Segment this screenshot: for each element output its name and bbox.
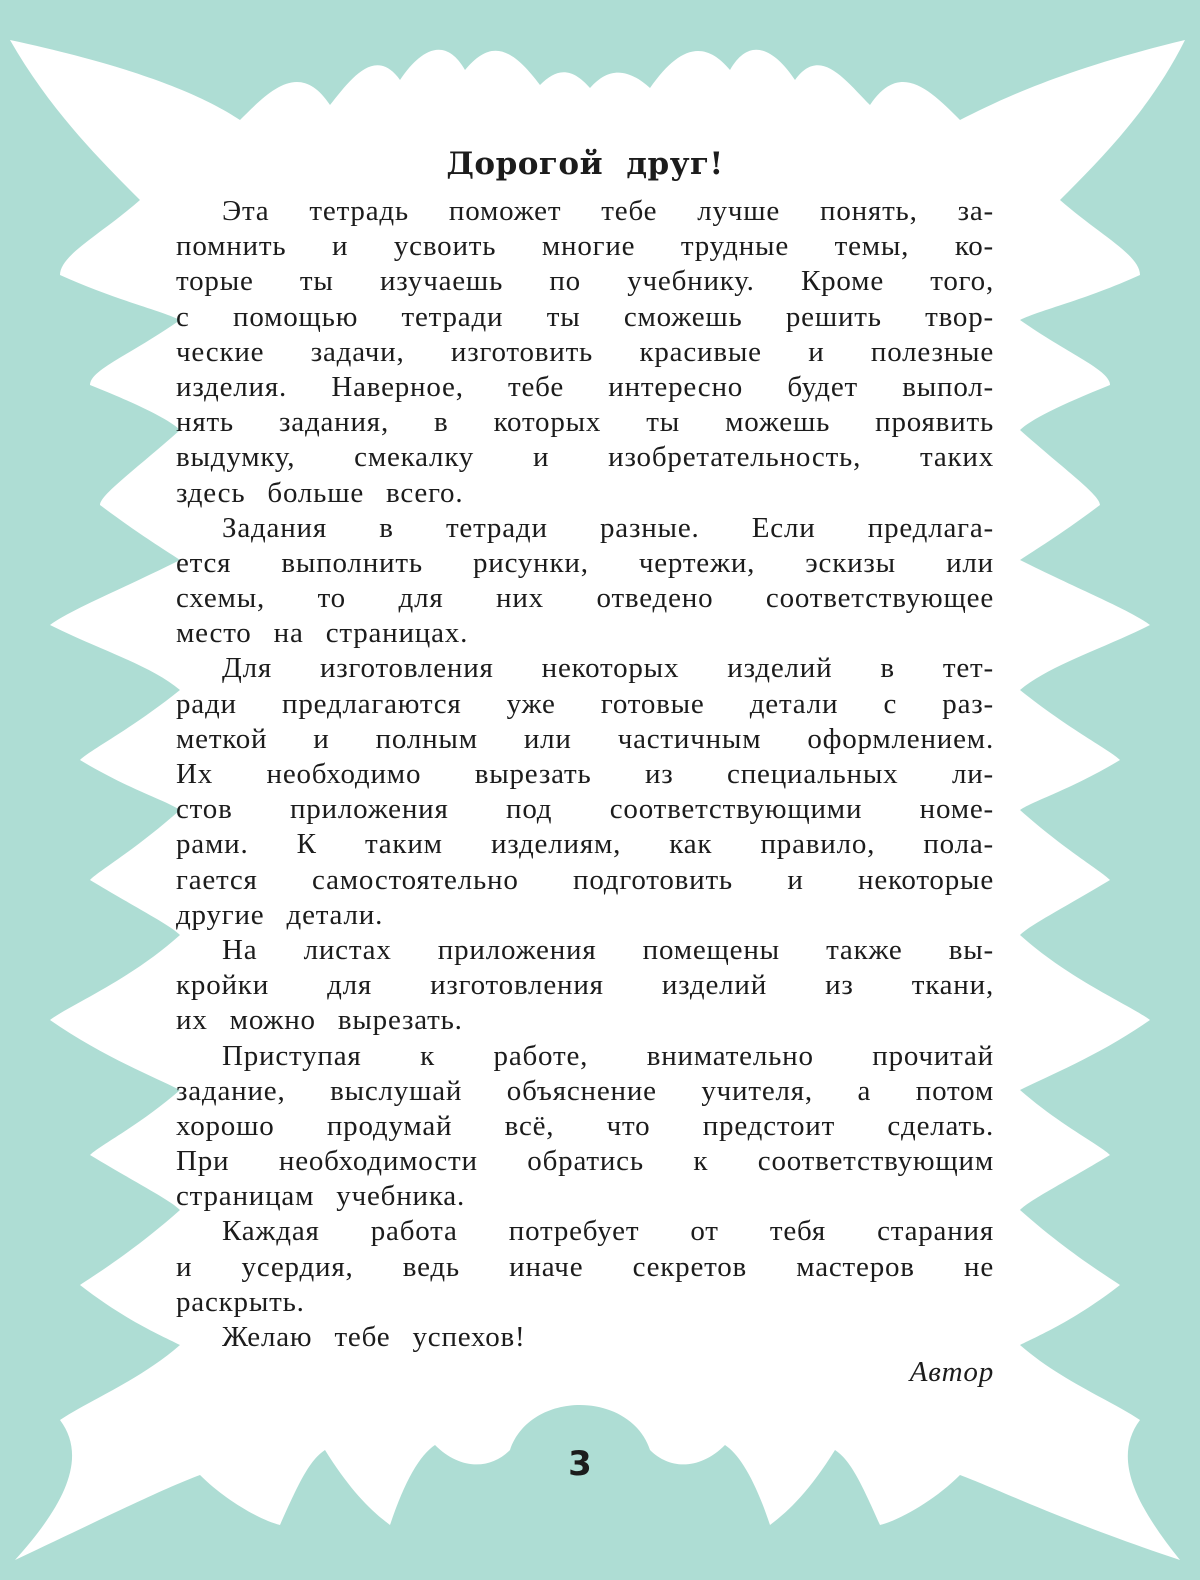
text-line: здесь больше всего. — [176, 476, 464, 509]
text-line: схемы, то для них отведено соответствующее — [176, 582, 994, 615]
text-line: Каждая работа потребует от тебя старания — [222, 1215, 994, 1248]
text-line: их можно вырезать. — [176, 1004, 463, 1037]
text-line: Для изготовления некоторых изделий в тет- — [222, 652, 994, 685]
text-line: стов приложения под соответствующими номе- — [176, 793, 994, 826]
text-line: хорошо продумай всё, что предстоит сделать. — [176, 1109, 994, 1142]
text-line: помнить и усвоить многие трудные темы, ко- — [176, 230, 994, 263]
text-line: изделия. Наверное, тебе интересно будет выпол- — [176, 370, 994, 403]
text-line: место на страницах. — [176, 617, 469, 650]
text-line: Желаю тебе успехов! — [222, 1321, 526, 1353]
text-line: раскрыть. — [176, 1285, 305, 1318]
text-line: ется выполнить рисунки, чертежи, эскизы или — [176, 546, 994, 579]
text-line: Эта тетрадь поможет тебе лучше понять, за- — [222, 195, 994, 227]
text-line: Их необходимо вырезать из специальных ли- — [176, 758, 994, 790]
text-line: другие детали. — [176, 898, 384, 931]
text-line: Приступая к работе, внимательно прочитай — [222, 1039, 994, 1072]
text-line: Задания в тетради разные. Если предлага- — [222, 511, 994, 544]
text-line: При необходимости обратись к соответствующим — [176, 1145, 994, 1178]
text-line: выдумку, смекалку и изобретательность, таких — [176, 441, 994, 474]
page-number: 3 — [568, 1444, 592, 1484]
author-signature: Автор — [909, 1356, 994, 1389]
text-line: ради предлагаются уже готовые детали с раз- — [176, 687, 994, 720]
text-line: нять задания, в которых ты можешь проявить — [176, 406, 994, 439]
text-line: кройки для изготовления изделий из ткани, — [176, 969, 994, 1002]
letter-text — [176, 194, 994, 1355]
letter-body — [176, 146, 994, 1390]
text-line: На листах приложения помещены также вы- — [222, 933, 994, 966]
text-line: меткой и полным или частичным оформлением. — [176, 722, 994, 755]
text-line: задание, выслушай объяснение учителя, а потом — [176, 1074, 994, 1107]
text-line: с помощью тетради ты сможешь решить твор- — [176, 300, 994, 333]
page-title: Дорогой друг! — [446, 146, 724, 182]
text-line: страницам учебника. — [176, 1180, 466, 1213]
text-line: и усердия, ведь иначе секретов мастеров не — [176, 1250, 994, 1283]
text-line: гается самостоятельно подготовить и некоторые — [176, 863, 994, 896]
text-line: торые ты изучаешь по учебнику. Кроме того, — [176, 265, 994, 298]
text-line: рами. К таким изделиям, как правило, пола- — [176, 828, 994, 861]
text-line: ческие задачи, изготовить красивые и полезные — [176, 335, 994, 368]
